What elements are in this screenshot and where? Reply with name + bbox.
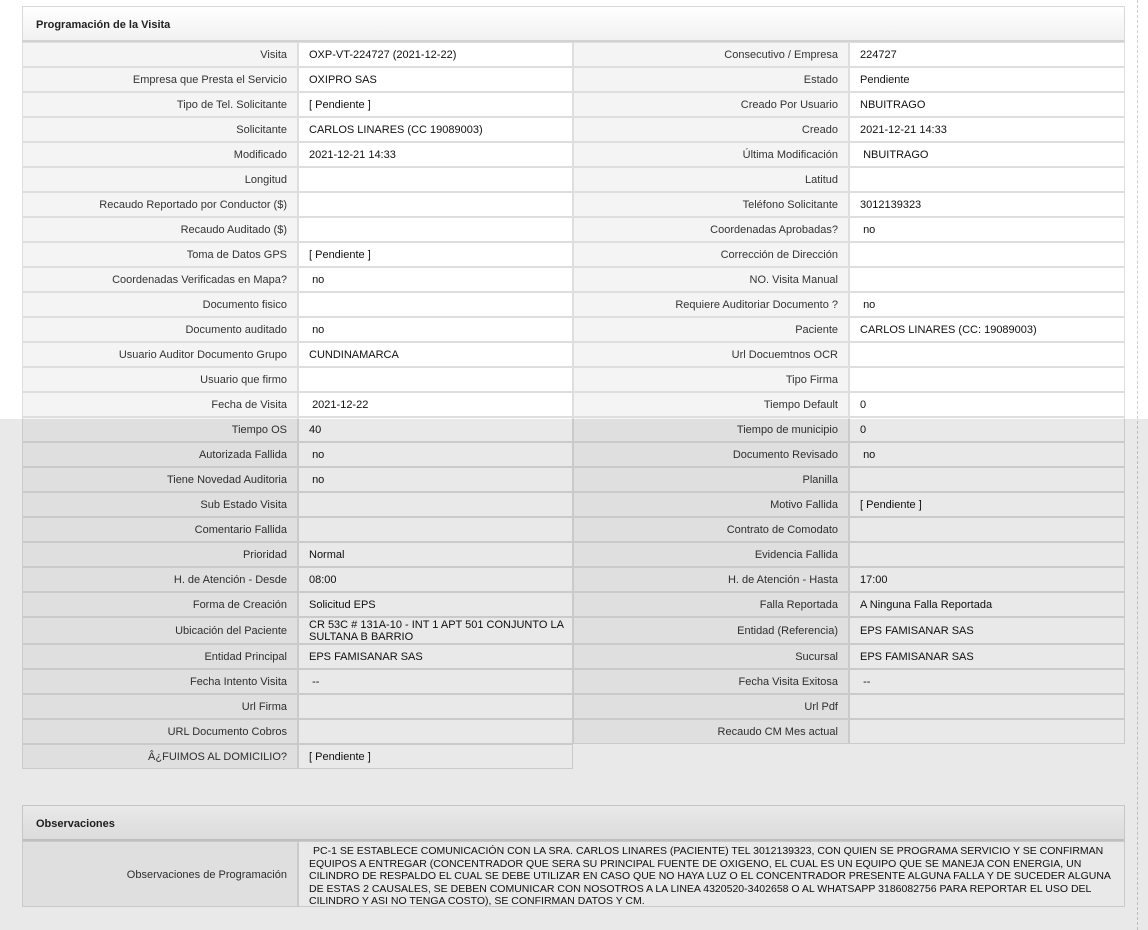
field-label: Recaudo CM Mes actual (573, 719, 849, 744)
field-value-text: -- (860, 675, 871, 688)
field-value-text: no (309, 273, 325, 286)
field-value (298, 192, 573, 217)
field-value-text: 0 (860, 398, 867, 411)
field-value (849, 242, 1125, 267)
page-right-guide (1137, 0, 1138, 930)
field-value-text: -- (309, 675, 320, 688)
field-label: Creado (573, 117, 849, 142)
field-value (298, 694, 573, 719)
field-value (298, 367, 573, 392)
field-label: Autorizada Fallida (22, 442, 298, 467)
field-value-text: CUNDINAMARCA (309, 348, 399, 361)
field-label: H. de Atención - Hasta (573, 567, 849, 592)
field-label: Solicitante (22, 117, 298, 142)
field-value-text: Solicitud EPS (309, 598, 376, 611)
field-value (849, 217, 1125, 242)
field-label: Sucursal (573, 644, 849, 669)
programacion-grid (22, 42, 1125, 769)
field-value-text: no (309, 473, 325, 486)
field-value (849, 467, 1125, 492)
field-label: Latitud (573, 167, 849, 192)
field-value (298, 567, 573, 592)
field-value (849, 694, 1125, 719)
field-value-text: EPS FAMISANAR SAS (860, 650, 974, 663)
field-label: Paciente (573, 317, 849, 342)
field-value (298, 342, 573, 367)
field-value-text: 224727 (860, 48, 897, 61)
field-label: Usuario Auditor Documento Grupo (22, 342, 298, 367)
field-label: Visita (22, 42, 298, 67)
field-label: Recaudo Auditado ($) (22, 217, 298, 242)
field-value (298, 592, 573, 617)
observaciones-programacion-label: Observaciones de Programación (22, 841, 298, 907)
observaciones-panel (22, 805, 1125, 907)
field-label: Falla Reportada (573, 592, 849, 617)
field-value (849, 192, 1125, 217)
field-value-text: OXIPRO SAS (309, 73, 377, 86)
programacion-title: Programación de la Visita (22, 6, 1125, 42)
field-label: Tiempo Default (573, 392, 849, 417)
field-value-text: CARLOS LINARES (CC: 19089003) (860, 323, 1037, 336)
field-value (849, 42, 1125, 67)
field-value-text: A Ninguna Falla Reportada (860, 598, 993, 611)
field-label: Fecha de Visita (22, 392, 298, 417)
programacion-panel (22, 6, 1125, 769)
field-value (298, 317, 573, 342)
field-value (298, 67, 573, 92)
field-value (849, 617, 1125, 644)
field-value-text: CR 53C # 131A-10 - INT 1 APT 501 CONJUNTO LA SULTANA B BARRIO (309, 618, 567, 643)
field-value-text: no (860, 223, 876, 236)
field-label: Tiene Novedad Auditoria (22, 467, 298, 492)
field-value-text: no (309, 323, 325, 336)
field-value (298, 167, 573, 192)
field-label: Url Docuemtnos OCR (573, 342, 849, 367)
field-label: Tiempo OS (22, 417, 298, 442)
field-label: Sub Estado Visita (22, 492, 298, 517)
field-value-text: no (860, 298, 876, 311)
field-value (849, 142, 1125, 167)
field-value (298, 442, 573, 467)
field-value-text: [ Pendiente ] (860, 498, 922, 511)
field-value-text: 2021-12-21 14:33 (860, 123, 947, 136)
field-value (298, 517, 573, 542)
field-label: Documento auditado (22, 317, 298, 342)
field-value-text: 17:00 (860, 573, 888, 586)
field-label: NO. Visita Manual (573, 267, 849, 292)
field-value (298, 644, 573, 669)
field-label: URL Documento Cobros (22, 719, 298, 744)
field-label: Corrección de Dirección (573, 242, 849, 267)
field-value-text: NBUITRAGO (860, 98, 926, 111)
field-label: Url Firma (22, 694, 298, 719)
field-label: Planilla (573, 467, 849, 492)
field-value-text: NBUITRAGO (860, 148, 929, 161)
field-label: Requiere Auditoriar Documento ? (573, 292, 849, 317)
field-label: Forma de Creación (22, 592, 298, 617)
observaciones-title: Observaciones (22, 805, 1125, 841)
field-label: Ubicación del Paciente (22, 617, 298, 644)
field-value-text: Normal (309, 548, 345, 561)
field-value (849, 92, 1125, 117)
field-value-text: [ Pendiente ] (309, 98, 371, 111)
field-value (298, 542, 573, 567)
field-value (849, 417, 1125, 442)
field-value (849, 267, 1125, 292)
field-label: Consecutivo / Empresa (573, 42, 849, 67)
field-label: Recaudo Reportado por Conductor ($) (22, 192, 298, 217)
field-label: Creado Por Usuario (573, 92, 849, 117)
field-value (849, 292, 1125, 317)
field-value (298, 719, 573, 744)
field-value-text: 08:00 (309, 573, 337, 586)
field-label: Documento Revisado (573, 442, 849, 467)
field-value (849, 167, 1125, 192)
field-value (298, 467, 573, 492)
field-value (298, 669, 573, 694)
observaciones-programacion-text: PC-1 SE ESTABLECE COMUNICACIÓN CON LA SRA. CARLOS LINARES (PACIENTE) TEL 3012139323, CON QUIEN SE PROGRAMA SERVICIO Y SE CONFIRMAN EQUIPOS A ENTREGAR (CONCENTRADOR QUE SERA SU PRINCIPAL FUENTE DE OXIGENO, EL CUAL ES UN EQUIPO QUE SE MANEJA CON ENERGIA, UN CILINDRO DE RESPALDO EL CUAL SE DEBE UTILIZAR EN CASO QUE NO HAYA LUZ O EL CONCENTRADOR PRESENTE ALGUNA FALLA Y DE SUCEDER ALGUNA DE ESTAS 2 CAUSALES, SE DEBEN COMUNICAR CON NOSOTROS A LA LINEA 4320520-3402658 O AL WHATSAPP 3186082756 PARA REPORTAR EL USO DEL CILINDRO Y ASI NO TENGA COSTO), SE CONFIRMAN DATOS Y CM. (298, 841, 1125, 907)
field-value (298, 42, 573, 67)
field-value-text: 40 (309, 423, 322, 436)
field-value-text: EPS FAMISANAR SAS (309, 650, 423, 663)
field-value (849, 669, 1125, 694)
field-value (298, 142, 573, 167)
field-label: Â¿FUIMOS AL DOMICILIO? (22, 744, 298, 769)
field-value (298, 217, 573, 242)
field-value (849, 392, 1125, 417)
field-label: Fecha Intento Visita (22, 669, 298, 694)
field-value (849, 367, 1125, 392)
field-value (298, 117, 573, 142)
field-value-text: CARLOS LINARES (CC 19089003) (309, 123, 483, 136)
field-label: Modificado (22, 142, 298, 167)
field-label: Comentario Fallida (22, 517, 298, 542)
field-value (849, 644, 1125, 669)
field-label: Coordenadas Verificadas en Mapa? (22, 267, 298, 292)
field-label: H. de Atención - Desde (22, 567, 298, 592)
field-value (849, 492, 1125, 517)
field-label: Entidad Principal (22, 644, 298, 669)
field-value (849, 592, 1125, 617)
field-value-text: no (309, 448, 325, 461)
field-label: Tipo de Tel. Solicitante (22, 92, 298, 117)
field-value-text: Pendiente (860, 73, 910, 86)
field-value-text: no (860, 448, 876, 461)
field-value (298, 617, 573, 644)
field-label: Tipo Firma (573, 367, 849, 392)
field-value (849, 442, 1125, 467)
field-value (298, 417, 573, 442)
field-value (298, 492, 573, 517)
field-value (849, 567, 1125, 592)
field-label: Contrato de Comodato (573, 517, 849, 542)
field-label: Motivo Fallida (573, 492, 849, 517)
field-label: Longitud (22, 167, 298, 192)
field-label: Toma de Datos GPS (22, 242, 298, 267)
field-label: Coordenadas Aprobadas? (573, 217, 849, 242)
field-value (298, 744, 573, 769)
field-value-text: 2021-12-22 (309, 398, 369, 411)
field-value-text: [ Pendiente ] (309, 750, 371, 763)
field-label: Usuario que firmo (22, 367, 298, 392)
field-value (849, 542, 1125, 567)
field-value (298, 292, 573, 317)
field-value (849, 117, 1125, 142)
field-label: Documento fisico (22, 292, 298, 317)
field-label: Tiempo de municipio (573, 417, 849, 442)
field-value (849, 517, 1125, 542)
field-label: Url Pdf (573, 694, 849, 719)
field-value (849, 317, 1125, 342)
field-value-text: 0 (860, 423, 867, 436)
field-value (298, 242, 573, 267)
field-value-text: EPS FAMISANAR SAS (860, 624, 974, 637)
field-label: Última Modificación (573, 142, 849, 167)
field-label: Teléfono Solicitante (573, 192, 849, 217)
field-label: Fecha Visita Exitosa (573, 669, 849, 694)
field-value-text: [ Pendiente ] (309, 248, 371, 261)
field-value (298, 392, 573, 417)
field-label: Prioridad (22, 542, 298, 567)
field-label: Estado (573, 67, 849, 92)
field-label: Empresa que Presta el Servicio (22, 67, 298, 92)
field-label: Evidencia Fallida (573, 542, 849, 567)
field-value (849, 67, 1125, 92)
observaciones-grid (22, 841, 1125, 907)
field-value-text: OXP-VT-224727 (2021-12-22) (309, 48, 457, 61)
field-value-text: 2021-12-21 14:33 (309, 148, 396, 161)
field-value (849, 342, 1125, 367)
field-label: Entidad (Referencia) (573, 617, 849, 644)
field-value (298, 92, 573, 117)
field-value (298, 267, 573, 292)
field-value (849, 719, 1125, 744)
field-value-text: 3012139323 (860, 198, 922, 211)
